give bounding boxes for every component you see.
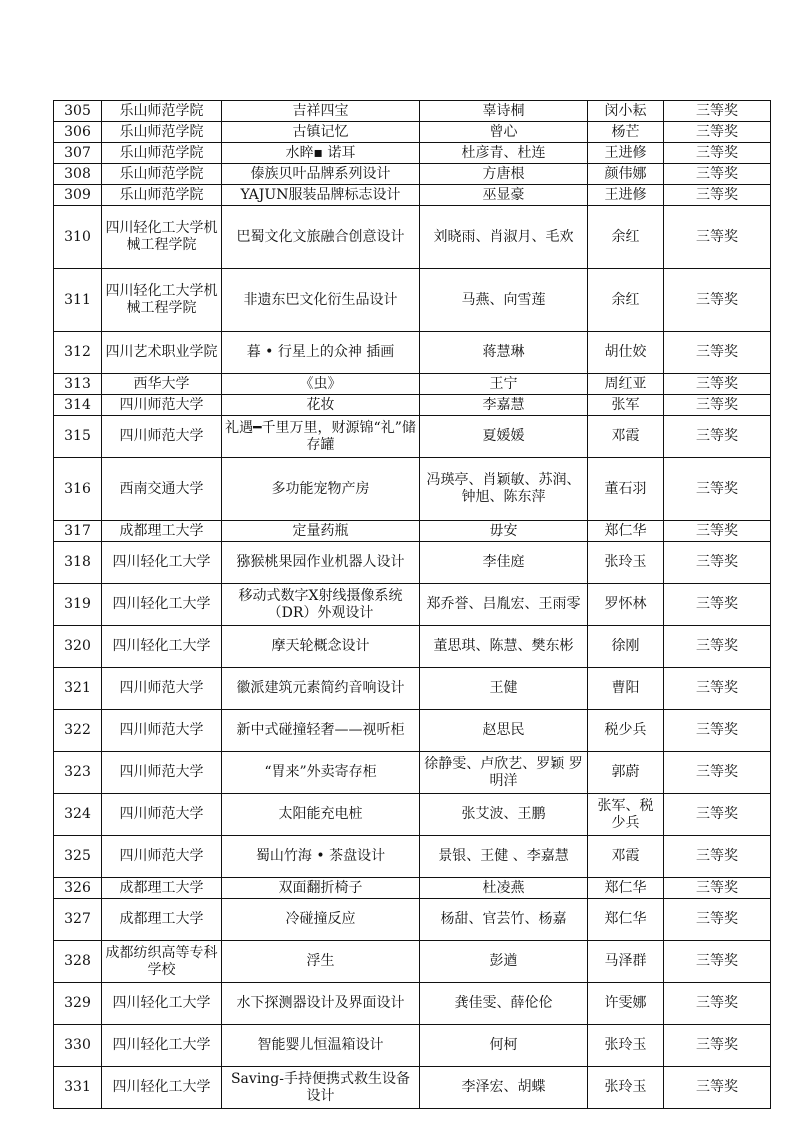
author-names: 杜凌燕 bbox=[420, 878, 588, 899]
award-level: 三等奖 bbox=[664, 668, 771, 710]
row-number: 320 bbox=[54, 626, 102, 668]
author-names: 张艾波、王鹏 bbox=[420, 794, 588, 836]
row-number: 315 bbox=[54, 416, 102, 458]
work-title: 古镇记忆 bbox=[222, 122, 420, 143]
work-title: 双面翻折椅子 bbox=[222, 878, 420, 899]
school-name: 成都纺织高等专科学校 bbox=[102, 941, 222, 983]
school-name: 四川轻化工大学 bbox=[102, 983, 222, 1025]
author-names: 辜诗桐 bbox=[420, 101, 588, 122]
school-name: 乐山师范学院 bbox=[102, 185, 222, 206]
author-names: 冯瑛亭、肖颖敏、苏润、钟旭、陈东萍 bbox=[420, 458, 588, 521]
row-number: 325 bbox=[54, 836, 102, 878]
school-name: 四川师范大学 bbox=[102, 395, 222, 416]
school-name: 乐山师范学院 bbox=[102, 101, 222, 122]
table-row bbox=[54, 521, 771, 542]
award-level: 三等奖 bbox=[664, 983, 771, 1025]
row-number: 329 bbox=[54, 983, 102, 1025]
table-row bbox=[54, 983, 771, 1025]
table-row bbox=[54, 185, 771, 206]
advisor-name: 张玲玉 bbox=[588, 1067, 664, 1109]
table-row bbox=[54, 1067, 771, 1109]
table-row bbox=[54, 836, 771, 878]
work-title: YAJUN服装品牌标志设计 bbox=[222, 185, 420, 206]
award-level: 三等奖 bbox=[664, 206, 771, 269]
school-name: 乐山师范学院 bbox=[102, 122, 222, 143]
row-number: 324 bbox=[54, 794, 102, 836]
advisor-name: 王进修 bbox=[588, 143, 664, 164]
work-title: 定量药瓶 bbox=[222, 521, 420, 542]
advisor-name: 郑仁华 bbox=[588, 899, 664, 941]
author-names: 刘晓雨、肖淑月、毛欢 bbox=[420, 206, 588, 269]
row-number: 330 bbox=[54, 1025, 102, 1067]
work-title: 《虫》 bbox=[222, 374, 420, 395]
table-row bbox=[54, 269, 771, 332]
work-title: 巴蜀文化文旅融合创意设计 bbox=[222, 206, 420, 269]
row-number: 328 bbox=[54, 941, 102, 983]
award-level: 三等奖 bbox=[664, 395, 771, 416]
table-row bbox=[54, 164, 771, 185]
advisor-name: 王进修 bbox=[588, 185, 664, 206]
row-number: 305 bbox=[54, 101, 102, 122]
row-number: 326 bbox=[54, 878, 102, 899]
award-level: 三等奖 bbox=[664, 416, 771, 458]
table-row bbox=[54, 899, 771, 941]
advisor-name: 邓霞 bbox=[588, 416, 664, 458]
work-title: Saving-手持便携式救生设备设计 bbox=[222, 1067, 420, 1109]
award-level: 三等奖 bbox=[664, 101, 771, 122]
work-title: 多功能宠物产房 bbox=[222, 458, 420, 521]
table-row bbox=[54, 1025, 771, 1067]
school-name: 四川师范大学 bbox=[102, 794, 222, 836]
row-number: 314 bbox=[54, 395, 102, 416]
row-number: 310 bbox=[54, 206, 102, 269]
award-level: 三等奖 bbox=[664, 185, 771, 206]
row-number: 331 bbox=[54, 1067, 102, 1109]
school-name: 四川师范大学 bbox=[102, 416, 222, 458]
work-title: 礼遇━千里万里，财源锦“礼”储存罐 bbox=[222, 416, 420, 458]
award-level: 三等奖 bbox=[664, 794, 771, 836]
school-name: 四川轻化工大学 bbox=[102, 584, 222, 626]
author-names: 赵思民 bbox=[420, 710, 588, 752]
award-level: 三等奖 bbox=[664, 164, 771, 185]
award-level: 三等奖 bbox=[664, 458, 771, 521]
award-level: 三等奖 bbox=[664, 710, 771, 752]
advisor-name: 颜伟娜 bbox=[588, 164, 664, 185]
row-number: 306 bbox=[54, 122, 102, 143]
advisor-name: 张军 bbox=[588, 395, 664, 416]
work-title: 花妆 bbox=[222, 395, 420, 416]
table-row bbox=[54, 584, 771, 626]
author-names: 李佳庭 bbox=[420, 542, 588, 584]
advisor-name: 胡仕姣 bbox=[588, 332, 664, 374]
award-level: 三等奖 bbox=[664, 1067, 771, 1109]
award-level: 三等奖 bbox=[664, 899, 771, 941]
advisor-name: 税少兵 bbox=[588, 710, 664, 752]
advisor-name: 徐刚 bbox=[588, 626, 664, 668]
school-name: 西华大学 bbox=[102, 374, 222, 395]
award-level: 三等奖 bbox=[664, 122, 771, 143]
work-title: 新中式碰撞轻奢——视听柜 bbox=[222, 710, 420, 752]
advisor-name: 曹阳 bbox=[588, 668, 664, 710]
work-title: 水下探测器设计及界面设计 bbox=[222, 983, 420, 1025]
advisor-name: 周红亚 bbox=[588, 374, 664, 395]
table-row bbox=[54, 206, 771, 269]
table-row bbox=[54, 626, 771, 668]
school-name: 四川轻化工大学 bbox=[102, 626, 222, 668]
work-title: 移动式数字X射线摄像系统（DR）外观设计 bbox=[222, 584, 420, 626]
advisor-name: 张玲玉 bbox=[588, 542, 664, 584]
author-names: 夏媛媛 bbox=[420, 416, 588, 458]
work-title: 蜀山竹海 • 茶盘设计 bbox=[222, 836, 420, 878]
author-names: 王健 bbox=[420, 668, 588, 710]
author-names: 方唐根 bbox=[420, 164, 588, 185]
advisor-name: 郭蔚 bbox=[588, 752, 664, 794]
awards-table bbox=[53, 100, 771, 1109]
school-name: 四川师范大学 bbox=[102, 836, 222, 878]
advisor-name: 马泽群 bbox=[588, 941, 664, 983]
work-title: 猕猴桃果园作业机器人设计 bbox=[222, 542, 420, 584]
author-names: 何柯 bbox=[420, 1025, 588, 1067]
work-title: 太阳能充电桩 bbox=[222, 794, 420, 836]
author-names: 董思琪、陈慧、樊东彬 bbox=[420, 626, 588, 668]
school-name: 四川师范大学 bbox=[102, 668, 222, 710]
school-name: 四川轻化工大学 bbox=[102, 1025, 222, 1067]
table-row bbox=[54, 794, 771, 836]
school-name: 四川师范大学 bbox=[102, 752, 222, 794]
table-row bbox=[54, 542, 771, 584]
table-row bbox=[54, 416, 771, 458]
advisor-name: 余红 bbox=[588, 206, 664, 269]
award-level: 三等奖 bbox=[664, 752, 771, 794]
table-row bbox=[54, 878, 771, 899]
row-number: 308 bbox=[54, 164, 102, 185]
author-names: 毋安 bbox=[420, 521, 588, 542]
table-row bbox=[54, 941, 771, 983]
table-row bbox=[54, 332, 771, 374]
author-names: 李泽宏、胡蝶 bbox=[420, 1067, 588, 1109]
work-title: “胃来”外卖寄存柜 bbox=[222, 752, 420, 794]
author-names: 彭遒 bbox=[420, 941, 588, 983]
work-title: 冷碰撞反应 bbox=[222, 899, 420, 941]
award-level: 三等奖 bbox=[664, 542, 771, 584]
advisor-name: 郑仁华 bbox=[588, 878, 664, 899]
advisor-name: 邓霞 bbox=[588, 836, 664, 878]
row-number: 323 bbox=[54, 752, 102, 794]
award-level: 三等奖 bbox=[664, 1025, 771, 1067]
work-title: 暮 • 行星上的众神 插画 bbox=[222, 332, 420, 374]
author-names: 郑乔誉、吕胤宏、王雨零 bbox=[420, 584, 588, 626]
advisor-name: 杨芒 bbox=[588, 122, 664, 143]
work-title: 水睟▪ 诺耳 bbox=[222, 143, 420, 164]
advisor-name: 郑仁华 bbox=[588, 521, 664, 542]
award-level: 三等奖 bbox=[664, 332, 771, 374]
row-number: 319 bbox=[54, 584, 102, 626]
row-number: 311 bbox=[54, 269, 102, 332]
row-number: 327 bbox=[54, 899, 102, 941]
advisor-name: 许雯娜 bbox=[588, 983, 664, 1025]
row-number: 307 bbox=[54, 143, 102, 164]
table-row bbox=[54, 710, 771, 752]
author-names: 曾心 bbox=[420, 122, 588, 143]
author-names: 王宁 bbox=[420, 374, 588, 395]
table-row bbox=[54, 122, 771, 143]
award-level: 三等奖 bbox=[664, 836, 771, 878]
awards-table-body bbox=[54, 101, 771, 1109]
advisor-name: 董石羽 bbox=[588, 458, 664, 521]
work-title: 智能婴儿恒温箱设计 bbox=[222, 1025, 420, 1067]
author-names: 马燕、向雪莲 bbox=[420, 269, 588, 332]
table-row bbox=[54, 101, 771, 122]
table-row bbox=[54, 143, 771, 164]
author-names: 杜彦青、杜连 bbox=[420, 143, 588, 164]
award-level: 三等奖 bbox=[664, 143, 771, 164]
school-name: 四川艺术职业学院 bbox=[102, 332, 222, 374]
school-name: 四川师范大学 bbox=[102, 710, 222, 752]
advisor-name: 张军、税少兵 bbox=[588, 794, 664, 836]
school-name: 乐山师范学院 bbox=[102, 164, 222, 185]
row-number: 309 bbox=[54, 185, 102, 206]
advisor-name: 罗怀林 bbox=[588, 584, 664, 626]
work-title: 吉祥四宝 bbox=[222, 101, 420, 122]
advisor-name: 闵小耘 bbox=[588, 101, 664, 122]
school-name: 成都理工大学 bbox=[102, 521, 222, 542]
author-names: 徐静雯、卢欣艺、罗颖 罗明洋 bbox=[420, 752, 588, 794]
table-row bbox=[54, 668, 771, 710]
school-name: 四川轻化工大学 bbox=[102, 542, 222, 584]
work-title: 徽派建筑元素简约音响设计 bbox=[222, 668, 420, 710]
author-names: 蒋慧琳 bbox=[420, 332, 588, 374]
award-level: 三等奖 bbox=[664, 626, 771, 668]
award-level: 三等奖 bbox=[664, 521, 771, 542]
row-number: 313 bbox=[54, 374, 102, 395]
row-number: 322 bbox=[54, 710, 102, 752]
school-name: 四川轻化工大学机械工程学院 bbox=[102, 206, 222, 269]
work-title: 浮生 bbox=[222, 941, 420, 983]
row-number: 316 bbox=[54, 458, 102, 521]
school-name: 成都理工大学 bbox=[102, 899, 222, 941]
advisor-name: 余红 bbox=[588, 269, 664, 332]
award-level: 三等奖 bbox=[664, 878, 771, 899]
table-row bbox=[54, 374, 771, 395]
award-level: 三等奖 bbox=[664, 941, 771, 983]
school-name: 四川轻化工大学 bbox=[102, 1067, 222, 1109]
award-level: 三等奖 bbox=[664, 269, 771, 332]
author-names: 龚佳雯、薛伦伦 bbox=[420, 983, 588, 1025]
work-title: 傣族贝叶品牌系列设计 bbox=[222, 164, 420, 185]
row-number: 312 bbox=[54, 332, 102, 374]
author-names: 杨甜、官芸竹、杨嘉 bbox=[420, 899, 588, 941]
row-number: 321 bbox=[54, 668, 102, 710]
school-name: 四川轻化工大学机械工程学院 bbox=[102, 269, 222, 332]
table-row bbox=[54, 752, 771, 794]
school-name: 西南交通大学 bbox=[102, 458, 222, 521]
author-names: 李嘉慧 bbox=[420, 395, 588, 416]
award-level: 三等奖 bbox=[664, 374, 771, 395]
row-number: 318 bbox=[54, 542, 102, 584]
table-row bbox=[54, 395, 771, 416]
work-title: 摩天轮概念设计 bbox=[222, 626, 420, 668]
author-names: 景银、王健 、李嘉慧 bbox=[420, 836, 588, 878]
award-level: 三等奖 bbox=[664, 584, 771, 626]
work-title: 非遗东巴文化衍生品设计 bbox=[222, 269, 420, 332]
school-name: 乐山师范学院 bbox=[102, 143, 222, 164]
table-row bbox=[54, 458, 771, 521]
author-names: 巫显豪 bbox=[420, 185, 588, 206]
row-number: 317 bbox=[54, 521, 102, 542]
advisor-name: 张玲玉 bbox=[588, 1025, 664, 1067]
school-name: 成都理工大学 bbox=[102, 878, 222, 899]
